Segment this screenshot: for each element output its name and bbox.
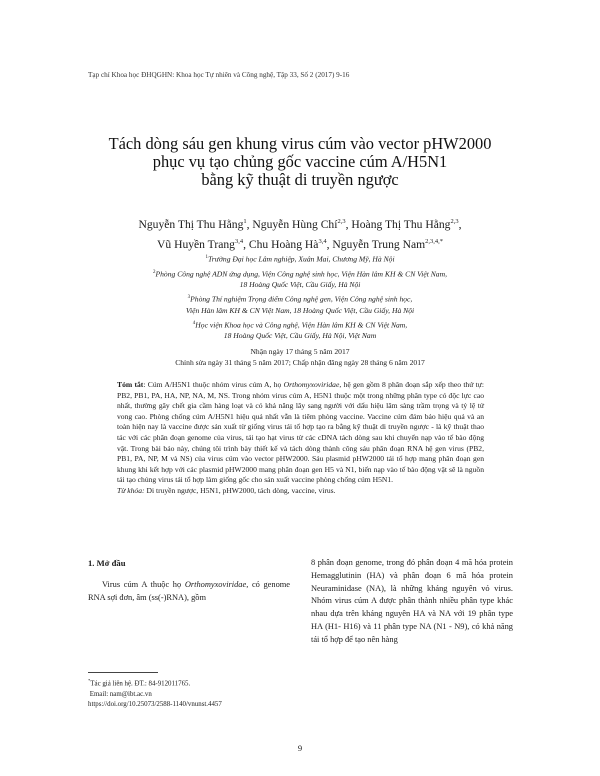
body-paragraph: 8 phân đoạn genome, trong đó phân đoạn 4 mã hóa protein Hemagglutinin (HA) và phân đoạn 6 mã hóa protein Neuraminidase (NA), là những kháng nguyên vỏ virus. Nhóm virus cúm A được phân thành nhiều phân type khác nhau dựa trên kháng nguyên HA và NA với 19 phân type HA (H1- H16) và 11 phân type NA (N1 - N9), có khả năng tái tổ hợp để tạo nên hàng <box>311 558 513 644</box>
title-line: bằng kỹ thuật di truyền ngược <box>201 170 399 189</box>
affiliation-text: 18 Hoàng Quốc Việt, Cầu Giấy, Hà Nội <box>239 280 361 290</box>
affiliation-number: 2 <box>153 269 156 275</box>
footnote-text: Tác giả liên hệ. ĐT.: 84-912011765. <box>90 680 191 688</box>
footnote-email[interactable]: Email: nam@ibt.ac.vn <box>89 690 152 698</box>
author-separator: , <box>246 217 253 231</box>
abstract-text: , hệ gen gồm 8 phân đoạn sắp xếp theo thứ tự: PB2, PB1, PA, HA, NP, NA, M, NS. Trong nhóm virus cúm A, H5N1 thuộc một trong những phân type có độc lực cao nhất, thường gây chết gia cầm hàng loạt và có khả năng lây sang người với dấu hiệu lâm sàng trầm trọng và tỷ lệ tử vong cao. Phòng chống cúm A/H5N1 hiệu quả nhất vẫn là tiêm phòng vaccine. Vaccine cúm đảm bảo hiệu quả và an toàn hiện nay là vaccine được sản xuất từ giống virus tái tổ hợp tạo ra bằng kỹ thuật di truyền ngược - là kỹ thuật thao tác với các phân đoạn genome của virus, tái tạo hạt virus từ các cDNA tách dòng sau khi chuyển nạp vào tế bào động vật. Trong bài báo này, chúng tôi trình bày thiết kế và tách dòng thành công sáu phân đoạn RNA hệ gen virus (PB2, PB1, PA, NP, M và NS) của virus cúm vào vector pHW2000. Sáu plasmid pHW2000 tái tổ hợp mang phân đoạn gen khung khi kết hợp với các plasmid pHW2000 mang phân đoạn gen H5 và N1, biến nạp vào tế bào động vật sẽ là nguồn tái tạo chủng virus tái tổ hợp làm giống gốc cho sản xuất vaccine phòng chống cúm H5N1. <box>117 380 484 485</box>
author-affiliation-mark: 2,3 <box>450 218 459 225</box>
body-paragraph <box>88 579 290 604</box>
email-note <box>88 690 298 701</box>
author-affiliation-mark: 2,3,4,* <box>425 237 443 245</box>
publication-dates <box>60 346 540 368</box>
affiliation-text: Phòng Thí nghiệm Trọng điểm Công nghệ gen, Viện Công nghệ sinh học, <box>190 294 413 304</box>
abstract-label: Tóm tắt <box>117 380 144 389</box>
author-affiliation-mark: 2,3 <box>337 218 346 225</box>
author-line <box>60 233 540 253</box>
affiliation-number: 3 <box>187 295 191 301</box>
author-affiliation-mark: 3,4 <box>318 237 327 245</box>
footnote-asterisk: * <box>88 678 91 683</box>
abstract-text: : Cúm A/H5N1 thuộc nhóm virus cúm A, họ <box>143 380 284 389</box>
affiliation-text: 18 Hoàng Quốc Việt, Cầu Giấy, Hà Nội, Việt Nam <box>223 331 377 341</box>
author-separator: , <box>345 217 352 231</box>
left-column <box>88 557 290 604</box>
body-text: , có genome RNA sợi đơn, âm (ss(-)RNA), gồm <box>88 580 290 602</box>
title-line: phục vụ tạo chủng gốc vaccine cúm A/H5N1 <box>152 152 448 171</box>
author-name: Nguyễn Hùng Chí <box>252 217 338 231</box>
abstract-body <box>117 380 484 486</box>
journal-header: Tạp chí Khoa học ĐHQGHN: Khoa học Tự nhiên và Công nghệ, Tập 33, Số 2 (2017) 9-16 <box>88 71 350 79</box>
author-name: Hoàng Thị Thu Hằng <box>351 217 451 231</box>
author-line <box>60 213 540 233</box>
right-column <box>311 557 513 647</box>
author-name: Nguyễn Trung Nam <box>332 237 426 251</box>
author-separator: , <box>458 217 462 231</box>
affiliation-text: Trường Đại học Lâm nghiệp, Xuân Mai, Chương Mỹ, Hà Nội <box>207 254 395 264</box>
footnotes <box>88 676 298 711</box>
affiliation-list <box>60 252 540 343</box>
received-date: Nhận ngày 17 tháng 5 năm 2017 <box>250 347 350 356</box>
body-family-name: Orthomyxoviridae <box>184 580 247 590</box>
affiliation <box>60 267 540 291</box>
body-text: Virus cúm A thuộc họ <box>102 580 185 590</box>
doi-link[interactable]: https://doi.org/10.25073/2588-1140/vnunst.4457 <box>88 701 222 709</box>
keywords <box>117 486 484 497</box>
doi-note <box>88 700 298 711</box>
section-heading: 1. Mở đầu <box>88 558 126 568</box>
revised-accepted-date: Chỉnh sửa ngày 31 tháng 5 năm 2017; Chấp nhận đăng ngày 28 tháng 6 năm 2017 <box>175 358 425 367</box>
paper-title <box>60 135 540 189</box>
author-affiliation-mark: 3,4 <box>234 237 244 245</box>
affiliation-number: 4 <box>192 320 196 326</box>
author-separator: , <box>243 237 249 251</box>
affiliation <box>60 252 540 265</box>
page-number: 9 <box>297 743 303 753</box>
affiliation <box>60 292 540 316</box>
affiliation-text: Phòng Công nghệ ADN ứng dụng, Viện Công nghệ sinh học, Viện Hàn lâm KH & CN Việt Nam, <box>155 269 447 279</box>
author-name: Vũ Huyền Trang <box>157 237 235 251</box>
keywords-text: Di truyền ngược, H5N1, pHW2000, tách dòng, vaccine, virus. <box>144 485 336 495</box>
author-list <box>60 213 540 253</box>
abstract <box>117 380 484 497</box>
abstract-family-name: Orthomyxoviridae <box>283 380 340 389</box>
footnote-divider <box>88 672 158 673</box>
title-line: Tách dòng sáu gen khung virus cúm vào vector pHW2000 <box>108 134 492 153</box>
author-affiliation-mark: 1 <box>243 218 247 225</box>
affiliation-text: Viện Hàn lâm KH & CN Việt Nam, 18 Hoàng Quốc Việt, Cầu Giấy, Hà Nội <box>185 305 415 315</box>
affiliation <box>60 318 540 342</box>
corresponding-author-note <box>88 676 298 690</box>
author-separator: , <box>326 237 333 251</box>
keywords-label: Từ khóa: <box>117 485 145 495</box>
author-name: Nguyễn Thị Thu Hằng <box>138 217 244 231</box>
affiliation-text: Học viện Khoa học và Công nghệ, Viện Hàn lâm KH & CN Việt Nam, <box>195 320 408 330</box>
affiliation-number: 1 <box>205 255 208 260</box>
author-name: Chu Hoàng Hà <box>248 237 319 251</box>
